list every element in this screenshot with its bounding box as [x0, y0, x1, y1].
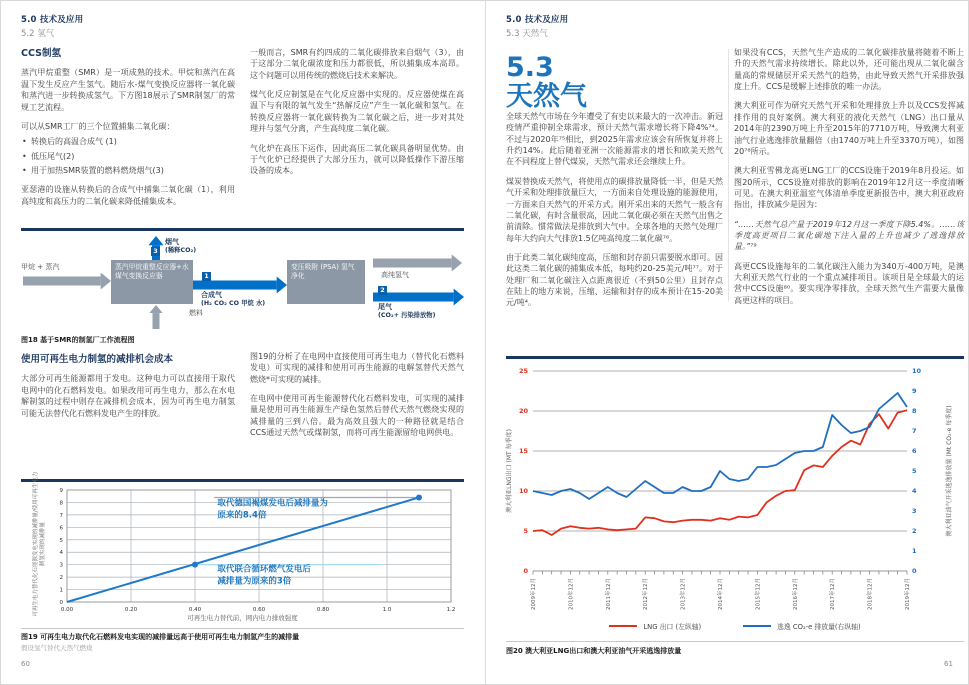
- renew-col-1: [21, 353, 235, 427]
- legend-label: LNG 出口 (左纵轴): [643, 623, 702, 631]
- svg-text:减排量为原来的3倍: 减排量为原来的3倍: [217, 576, 292, 587]
- svg-text:2019年12月: 2019年12月: [905, 578, 911, 610]
- left-col-1: [21, 47, 235, 215]
- fig18-caption: 图18 基于SMR的制氢厂工作流程图: [21, 336, 135, 344]
- legend-item-lng: [609, 621, 701, 631]
- fig19-footnote: 假设氢气替代天然气燃烧: [21, 644, 93, 652]
- caption-rule: [21, 628, 464, 629]
- svg-text:0: 0: [59, 600, 63, 606]
- paragraph: 大部分可再生能源都用于发电。这种电力可以直接用于取代电网中的化石燃料发电。如果改用可再生电力，那么在水电解制氢的过程中则存在减排机会成本，因为可再生电力制氢可能无法替代化石燃料发电产生的排放。: [21, 374, 235, 418]
- svg-text:1.0: 1.0: [382, 607, 392, 613]
- svg-text:2016年12月: 2016年12月: [792, 578, 799, 610]
- fig20-chart: [501, 361, 963, 619]
- svg-text:1.2: 1.2: [446, 607, 456, 613]
- svg-text:2017年12月: 2017年12月: [830, 578, 837, 610]
- right-col-1: [506, 111, 723, 317]
- svg-text:7: 7: [59, 512, 63, 519]
- fig19-chart: [47, 484, 463, 616]
- stream-badge-3: 3: [151, 247, 160, 256]
- paragraph: 可以从SMR工厂的三个位置捕集二氧化碳：: [21, 121, 175, 131]
- svg-text:0.00: 0.00: [60, 607, 74, 613]
- flue-gas-name: 烟气: [165, 238, 179, 246]
- fig19-x-axis-label: 可再生电力替代前，网内电力排放强度: [187, 614, 298, 622]
- svg-text:0.40: 0.40: [188, 607, 202, 613]
- section-label: 5.0 技术及应用: [21, 15, 84, 25]
- svg-text:0: 0: [523, 567, 528, 576]
- divider-rule: [21, 228, 464, 231]
- syngas-label: [201, 291, 265, 308]
- list-item: • 用于加热SMR装置的燃料燃烧烟气(3): [31, 165, 235, 176]
- svg-text:20: 20: [518, 407, 528, 416]
- svg-text:6: 6: [912, 447, 917, 456]
- renew-col-2: [250, 351, 464, 447]
- svg-text:2018年12月: 2018年12月: [867, 578, 874, 610]
- paragraph: 如果没有CCS，天然气生产造成的二氧化碳排放量将随着不断上升的天然气需求持续增长。除此以外，还可能出现从二氧化碳含量高的常规储层开采天然气的趋势，由此导致天然气开采排放强度上升。CCS是缓解上述排放的唯一办法。: [734, 48, 964, 92]
- svg-text:6: 6: [59, 525, 63, 532]
- svg-text:2009年12月: 2009年12月: [531, 578, 537, 610]
- svg-text:3: 3: [912, 507, 917, 516]
- list-item: • 转换后的高温合成气 (1): [31, 136, 235, 147]
- left-col-2: [250, 47, 464, 185]
- feed-label: 甲烷 + 蒸汽: [21, 263, 60, 271]
- flue-gas-sub: (稀释CO₂): [165, 246, 197, 254]
- page-number-right: 61: [944, 660, 953, 668]
- svg-text:澳大利亚LNG出口 (MT 每季度): 澳大利亚LNG出口 (MT 每季度): [506, 429, 513, 513]
- svg-text:3: 3: [59, 562, 63, 569]
- svg-text:2013年12月: 2013年12月: [680, 578, 687, 610]
- svg-text:15: 15: [518, 447, 528, 456]
- paragraph: 全球天然气市场在今年遭受了有史以来最大的一次冲击。新冠疫情严重抑制全球需求，预计天然气需求增长将下降4%⁷⁴。不过与2020年⁷⁵相比，到2025年需求应该会有所恢复并将上升约14%。此后随着亚洲一次能源需求的增长和欧美天然气在不同程度上替代煤炭，天然气需求还会继续上升。: [506, 112, 723, 167]
- stream-badge-1: 1: [202, 272, 211, 281]
- chapter-name: 天然气: [506, 81, 587, 113]
- renew-heading: 使用可再生电力制氢的减排机会成本: [21, 354, 174, 365]
- legend-swatch-blue: [743, 625, 771, 628]
- svg-text:取代德国褐煤发电后减排量为: 取代德国褐煤发电后减排量为: [217, 498, 328, 509]
- svg-text:0.80: 0.80: [316, 607, 330, 613]
- left-page-header: [21, 13, 83, 39]
- pure-h2-label: 高纯氢气: [381, 271, 409, 279]
- svg-text:原来的8.4倍: 原来的8.4倍: [217, 510, 267, 521]
- ccs-heading: CCS制氢: [21, 48, 61, 59]
- capture-points-list: [21, 136, 235, 176]
- tail-gas-name: 尾气: [378, 303, 392, 311]
- legend-swatch-red: [609, 625, 637, 628]
- svg-text:8: 8: [59, 500, 63, 507]
- svg-text:9: 9: [59, 488, 63, 494]
- subsection-label: 5.3 天然气: [506, 29, 548, 39]
- svg-text:10: 10: [518, 487, 528, 496]
- tail-gas-label: [378, 303, 435, 320]
- divider-rule: [21, 479, 464, 482]
- svg-text:2010年12月: 2010年12月: [568, 578, 575, 610]
- svg-text:4: 4: [912, 487, 917, 496]
- right-page-header: [506, 13, 568, 39]
- fig20-legend: [506, 621, 964, 631]
- chapter-title: [506, 53, 587, 111]
- svg-text:2011年12月: 2011年12月: [605, 578, 612, 610]
- right-col-2: [734, 47, 964, 314]
- psa-box: 变压吸附 (PSA) 氢气净化: [287, 260, 365, 304]
- svg-text:0.60: 0.60: [252, 607, 266, 613]
- fig20-caption: 图20 澳大利亚LNG出口和澳大利亚油气开采逃逸排放量: [506, 647, 682, 655]
- legend-label: 逃逸 CO₂-e 排放量(右纵轴): [777, 623, 861, 631]
- paragraph: 在电网中使用可再生能源替代化石燃料发电，可实现的减排量是使用可再生能源生产绿色氢然后替代天然气燃烧实现的减排量的三到八倍。最为高效且强大的一种路径就是结合CCS通过天然气或煤制氢，而将可再生能源留给电网供电。: [250, 394, 464, 438]
- paragraph: 由于此类二氧化碳纯度高，压缩和封存前只需要脱水即可。因此这类二氧化碳的捕集成本低，每吨约20-25美元/吨⁷⁷。对于处理厂和二氧化碳注入点距离很近（不到50公里）且封存点在陆上的地方来说，压缩、运输和封存的成本预计在15-20美元/吨⁴。: [506, 252, 723, 308]
- stream-badge-2: 2: [378, 286, 387, 295]
- paragraph: 煤气化反应制氢是在气化反应器中实现的。反应器使煤在高温下与有限的氧气发生“热解反应”产生一氧化碳和氢气。在转换反应器将一氧化碳转换为二氧化碳之后，进一步对其处理并与氢气分离，产生高纯度二氧化碳。: [250, 90, 464, 134]
- svg-text:5: 5: [523, 527, 528, 536]
- svg-text:2015年12月: 2015年12月: [755, 578, 762, 610]
- svg-text:7: 7: [912, 427, 917, 436]
- tail-gas-sub: (CO₂+ 污染排放物): [378, 311, 436, 319]
- column-divider: [728, 49, 729, 301]
- svg-text:25: 25: [518, 367, 528, 376]
- flue-gas-label: [165, 238, 196, 255]
- svg-text:8: 8: [912, 407, 917, 416]
- svg-text:1: 1: [912, 547, 917, 556]
- svg-text:5: 5: [912, 467, 917, 476]
- caption-rule: [506, 641, 964, 642]
- section-label: 5.0 技术及应用: [506, 15, 569, 25]
- fig19-caption: 图19 可再生电力取代化石燃料发电实现的减排量远高于使用可再生电力制氢产生的减排量: [21, 633, 300, 641]
- subsection-label: 5.2 氢气: [21, 29, 55, 39]
- svg-text:0.20: 0.20: [124, 607, 138, 613]
- svg-text:4: 4: [59, 550, 63, 557]
- reformer-box: 蒸汽甲烷重整反应器+水煤气变换反应器: [111, 260, 193, 304]
- fuel-label: 燃料: [189, 309, 203, 317]
- paragraph: 煤炭替换成天然气，将使用点的碳排放量降低一半，但是天然气开采和处理排放量巨大，一方面来自处理设施的能源使用，一方面来自天然气的开采方式。刚开采出来的天然气一般含有二氧化碳，有时含量很高，因此二氧化碳必须在天然气出售之前清除。惯常做法是排放到大气中。全球各地的天然气处理厂每年大约向大气排放1.5亿吨高纯度二氧化碳⁷⁶。: [506, 176, 723, 243]
- list-item: • 低压尾气(2): [31, 151, 235, 162]
- page-gutter: [485, 1, 486, 685]
- syngas-name: 合成气: [201, 291, 222, 299]
- paragraph: 气化炉在高压下运作，因此高压二氧化碳具备明显优势。由于气化炉已经提供了大部分压力，就可以降低操作下游压缩设备的成本。: [250, 143, 464, 176]
- svg-text:1: 1: [59, 587, 63, 594]
- svg-text:10: 10: [912, 367, 922, 376]
- fig18-diagram: [21, 233, 464, 331]
- divider-rule: [506, 356, 964, 359]
- paragraph: 蒸汽甲烷重整（SMR）是一项成熟的技术。甲烷和蒸汽在高温下发生反应产生氢气。随后水-煤气变换反应器将一氧化碳和蒸汽进一步转换成氢气。下方图18展示了SMR制氢厂的常规工艺流程。: [21, 68, 235, 112]
- svg-text:2012年12月: 2012年12月: [643, 578, 650, 610]
- fig19-y-axis-label: 可再生电力替代化石能源发电实现的减排量/使用可再生电力制氢实现的减排量: [32, 471, 46, 617]
- svg-text:2: 2: [59, 575, 63, 582]
- paragraph: 图19的分析了在电网中直接使用可再生电力（替代化石燃料发电）可实现的减排和使用可再生能源的电解氢替代天然气燃烧*可实现的减排。: [250, 352, 464, 384]
- paragraph: 亚瑟港的设施从转换后的合成气中捕集二氧化碳（1），利用高纯度和高压力的二氧化碳来降低捕集成本。: [21, 185, 235, 206]
- svg-text:2: 2: [912, 527, 917, 536]
- paragraph: 澳大利亚雪佛龙高更LNG工厂的CCS设施于2019年8月投运。如图20所示，CCS设施对排放的影响在2019年12月这一季度清晰可见。在澳大利亚温室气体清单季度更新报告中，澳大利亚政府指出，排放减少是因为：: [734, 166, 964, 210]
- syngas-sub: (H₂ CO₂ CO 甲烷 水): [201, 299, 266, 307]
- svg-text:2014年12月: 2014年12月: [718, 578, 724, 610]
- paragraph: 高更CCS设施每年的二氧化碳注入能力为340万-400万吨，是澳大利亚天然气行业的一个重点减排项目。该项目是全球最大的运营中CCS设施⁸⁰。要实现净零排放，全球天然气生产需要大量像高更这样的项目。: [734, 261, 964, 305]
- chapter-number: 5.3: [506, 52, 554, 83]
- svg-text:9: 9: [912, 387, 917, 396]
- svg-text:取代联合循环燃气发电后: 取代联合循环燃气发电后: [217, 564, 311, 575]
- paragraph: 一般而言，SMR有约四成的二氧化碳排放来自烟气（3），由于这部分二氧化碳浓度和压力都很低，所以捕集成本高昂。这个问题可以用传统的燃烧后技术来解决。: [250, 48, 464, 80]
- svg-text:5: 5: [59, 537, 63, 544]
- page-number-left: 60: [21, 660, 30, 668]
- legend-item-emissions: [743, 621, 860, 631]
- svg-text:0: 0: [912, 567, 917, 576]
- paragraph: 澳大利亚可作为研究天然气开采和处理排放上升以及CCS发挥减排作用的良好案例。澳大利亚的液化天然气（LNG）出口量从2014年的2390万吨上升至2015年的7710万吨，导致澳大利亚油气行业逃逸排放量翻倍（由1740万吨上升至3370万吨），如图20⁷⁸所示。: [734, 101, 964, 156]
- quote-paragraph: “……天然气总产量于2019年12月这一季度下降5.4%。……该季度高更项目二氧化碳地下注入量的上升也减少了逃逸排放量。”⁷⁹: [734, 219, 964, 252]
- svg-text:澳大利亚油气开采逃逸排放量 (Mt CO₂-e 每季度): 澳大利亚油气开采逃逸排放量 (Mt CO₂-e 每季度): [946, 405, 953, 537]
